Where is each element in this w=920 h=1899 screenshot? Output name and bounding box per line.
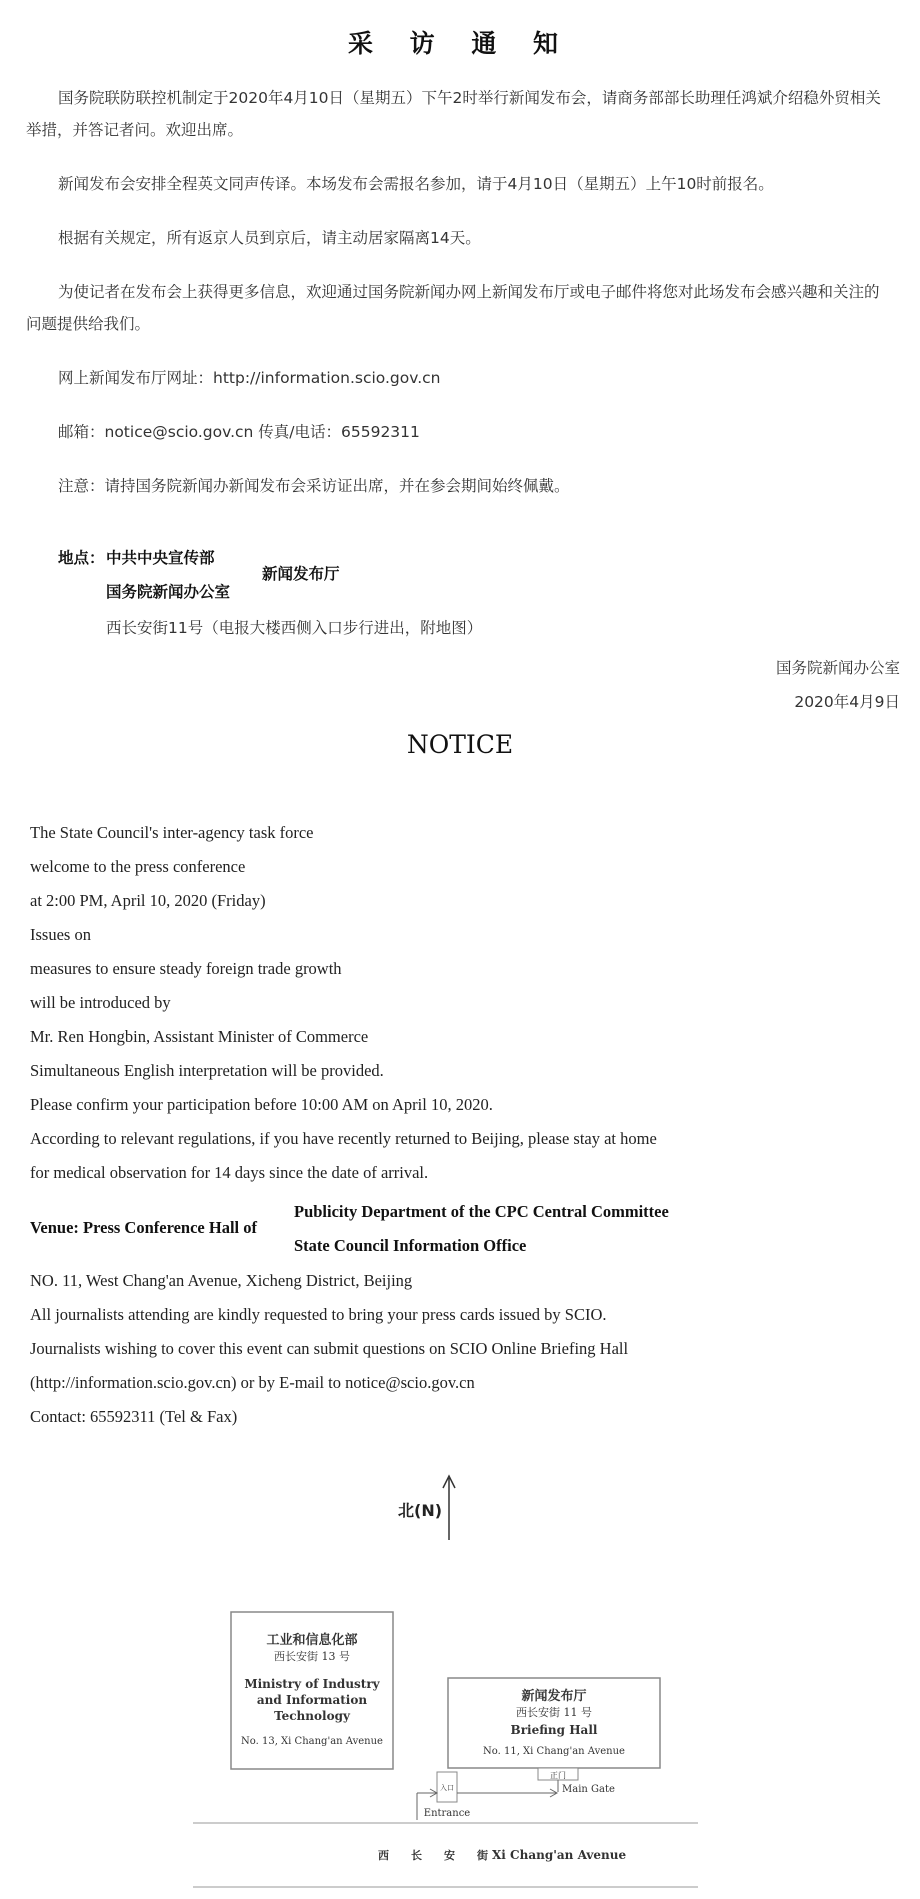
hall-address-en: No. 11, Xi Chang'an Avenue (483, 1746, 625, 1757)
entrance-label-en: Entrance (423, 1808, 471, 1819)
main-gate-label-en: Main Gate (562, 1784, 615, 1795)
hall-name-cn: 新闻发布厅 (521, 1689, 587, 1704)
cn-website-line: 网上新闻发布厅网址：http://information.scio.gov.cn (58, 369, 441, 387)
cn-paragraph-4: 为使记者在发布会上获得更多信息，欢迎通过国务院新闻办网上新闻发布厅或电子邮件将您对此场发布会感兴趣和关注的问题提供给我们。 (26, 283, 880, 333)
en-line: Mr. Ren Hongbin, Assistant Minister of Commerce (30, 1027, 369, 1046)
cn-venue-label: 地点： (58, 549, 105, 567)
north-label: 北(N) (398, 1501, 443, 1520)
en-line: Please confirm your participation before 10:00 AM on April 10, 2020. (30, 1095, 493, 1114)
en-line: at 2:00 PM, April 10, 2020 (Friday) (30, 891, 266, 910)
en-line: Contact: 65592311 (Tel & Fax) (30, 1407, 238, 1426)
miit-name-en-1: Ministry of Industry (244, 1677, 380, 1691)
hall-address-cn: 西长安街 11 号 (516, 1706, 592, 1719)
north-arrow-icon (443, 1476, 455, 1540)
signature-org: 国务院新闻办公室 (775, 659, 900, 677)
en-line: According to relevant regulations, if you have recently returned to Beijing, please stay at home (30, 1129, 657, 1148)
miit-name-en-3: Technology (274, 1709, 350, 1723)
miit-address-cn: 西长安街 13 号 (274, 1650, 350, 1663)
en-line: measures to ensure steady foreign trade growth (30, 959, 342, 978)
en-venue-org-1: Publicity Department of the CPC Central Committee (294, 1202, 669, 1221)
en-line: Journalists wishing to cover this event can submit questions on SCIO Online Briefing Hall (30, 1339, 629, 1358)
miit-address-en: No. 13, Xi Chang'an Avenue (241, 1736, 383, 1747)
cn-paragraph-2: 新闻发布会安排全程英文同声传译。本场发布会需报名参加，请于4月10日（星期五）上午10时前报名。 (58, 175, 774, 193)
en-line: (http://information.scio.gov.cn) or by E-mail to notice@scio.gov.cn (30, 1373, 475, 1392)
en-line: All journalists attending are kindly requested to bring your press cards issued by SCIO. (30, 1305, 607, 1324)
cn-note-line: 注意：请持国务院新闻办新闻发布会采访证出席，并在参会期间始终佩戴。 (58, 477, 570, 495)
signature-date: 2020年4月9日 (794, 693, 900, 711)
hall-name-en: Briefing Hall (510, 1723, 598, 1737)
en-venue-org-2: State Council Information Office (294, 1236, 527, 1255)
page-title-en: NOTICE (406, 730, 514, 759)
cn-venue-org-2: 国务院新闻办公室 (106, 583, 231, 601)
en-line: will be introduced by (30, 993, 171, 1012)
cn-venue-hall: 新闻发布厅 (262, 565, 340, 583)
en-line: The State Council's inter-agency task force (30, 823, 314, 842)
miit-name-cn: 工业和信息化部 (266, 1633, 358, 1648)
main-gate-label-cn: 正门 (550, 1771, 566, 1780)
cn-contact-line: 邮箱：notice@scio.gov.cn 传真/电话：65592311 (58, 423, 420, 441)
street-name-cn: 西 长 安 街 (378, 1849, 488, 1862)
cn-paragraph-3: 根据有关规定，所有返京人员到京后，请主动居家隔离14天。 (58, 229, 481, 247)
miit-name-en-2: and Information (256, 1693, 368, 1707)
en-line: NO. 11, West Chang'an Avenue, Xicheng District, Beijing (30, 1271, 413, 1290)
en-venue-label: Venue: Press Conference Hall of (30, 1218, 257, 1237)
entrance-label-cn: 入口 (440, 1784, 454, 1792)
cn-paragraph-1: 国务院联防联控机制定于2020年4月10日（星期五）下午2时举行新闻发布会，请商务部部长助理任鸿斌介绍稳外贸相关举措，并答记者问。欢迎出席。 (26, 89, 881, 139)
street-name-en: Xi Chang'an Avenue (492, 1848, 627, 1862)
cn-venue-address: 西长安街11号（电报大楼西侧入口步行进出，附地图） (106, 619, 483, 637)
cn-venue-org-1: 中共中央宣传部 (106, 549, 215, 567)
en-line: Issues on (30, 925, 91, 944)
page-title-cn: 采 访 通 知 (347, 29, 573, 58)
en-line: Simultaneous English interpretation will be provided. (30, 1061, 384, 1080)
location-map (0, 1460, 920, 1899)
en-line: welcome to the press conference (30, 857, 246, 876)
en-line: for medical observation for 14 days since the date of arrival. (30, 1163, 429, 1182)
